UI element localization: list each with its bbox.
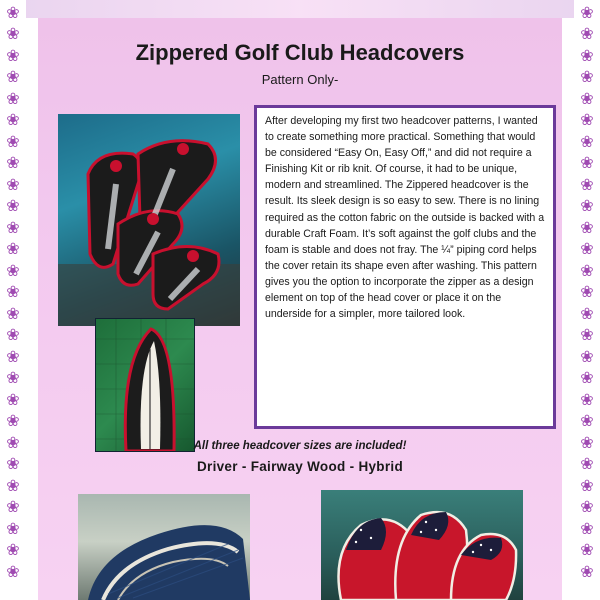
flower-icon: ❀	[6, 475, 20, 495]
flower-icon: ❀	[6, 518, 20, 538]
flower-icon: ❀	[580, 540, 594, 559]
flower-icon: ❀	[580, 110, 594, 129]
flower-icon: ❀	[580, 217, 594, 237]
flower-icon: ❀	[6, 239, 20, 258]
flower-icon: ❀	[580, 518, 594, 538]
pattern-page	[38, 18, 562, 600]
top-decorative-strip	[26, 0, 574, 18]
description-box: After developing my first two headcover patterns, I wanted to create something more practical. Something that would be considered “Easy On, Easy Off,” and did not require a Finishing Kit or rib knit. Of course, it had to be unique, modern and streamlined. The Zippered headcover is the result. Its sleek design is so easy to sew. There is no lining required as the cotton fabric on the outside is backed with a durable Craft Foam. It’s soft against the golf clubs and the foam is stable and does not fray. The ¼” piping cord helps the cover retain its shape even after washing. This pattern gives you the option to incorporate the zipper as a design element on top of the head cover or place it on the underside for a simpler, more tailored look.	[254, 105, 556, 429]
flower-icon: ❀	[580, 303, 594, 323]
flower-icon: ❀	[6, 540, 20, 559]
flower-icon: ❀	[580, 432, 594, 452]
flower-icon: ❀	[580, 346, 594, 366]
left-flower-border	[0, 0, 26, 600]
flower-icon: ❀	[6, 411, 20, 430]
flower-icon: ❀	[6, 325, 20, 344]
flower-icon: ❀	[6, 24, 20, 43]
flower-icon: ❀	[580, 67, 594, 86]
flower-icon: ❀	[6, 260, 20, 280]
sizes-note: All three headcover sizes are included!	[193, 440, 407, 452]
flower-icon: ❀	[6, 561, 20, 581]
flower-icon: ❀	[6, 368, 20, 387]
flower-icon: ❀	[6, 454, 20, 473]
flower-icon: ❀	[6, 88, 20, 108]
flower-icon: ❀	[6, 67, 20, 86]
flower-icon: ❀	[580, 45, 594, 65]
zipper-detail-photo	[95, 318, 195, 452]
flower-icon: ❀	[580, 2, 594, 22]
flower-icon: ❀	[580, 282, 594, 301]
flower-icon: ❀	[6, 174, 20, 194]
sizes-list: Driver - Fairway Wood - Hybrid	[196, 459, 404, 474]
flower-icon: ❀	[6, 346, 20, 366]
flower-icon: ❀	[580, 389, 594, 409]
flower-icon: ❀	[6, 131, 20, 151]
flower-icon: ❀	[580, 454, 594, 473]
flower-icon: ❀	[6, 2, 20, 22]
flower-icon: ❀	[580, 196, 594, 215]
denim-headcover-photo	[78, 494, 250, 600]
flower-icon: ❀	[6, 303, 20, 323]
flower-icon: ❀	[6, 432, 20, 452]
right-flower-border	[574, 0, 600, 600]
red-headcovers-photo	[321, 490, 523, 600]
flower-icon: ❀	[580, 239, 594, 258]
headcovers-photo	[58, 114, 240, 326]
flower-icon: ❀	[6, 196, 20, 215]
flower-icon: ❀	[580, 88, 594, 108]
flower-icon: ❀	[6, 282, 20, 301]
flower-icon: ❀	[580, 325, 594, 344]
flower-icon: ❀	[580, 24, 594, 43]
flower-icon: ❀	[580, 497, 594, 516]
page-subtitle: Pattern Only-	[261, 72, 339, 87]
flower-icon: ❀	[580, 561, 594, 581]
flower-icon: ❀	[580, 131, 594, 151]
flower-icon: ❀	[580, 153, 594, 172]
flower-icon: ❀	[6, 153, 20, 172]
flower-icon: ❀	[6, 497, 20, 516]
page-title: Zippered Golf Club Headcovers	[135, 40, 465, 65]
flower-icon: ❀	[580, 260, 594, 280]
flower-icon: ❀	[6, 217, 20, 237]
flower-icon: ❀	[6, 45, 20, 65]
flower-icon: ❀	[580, 411, 594, 430]
flower-icon: ❀	[580, 368, 594, 387]
flower-icon: ❀	[6, 389, 20, 409]
flower-icon: ❀	[580, 174, 594, 194]
flower-icon: ❀	[580, 475, 594, 495]
flower-icon: ❀	[6, 110, 20, 129]
